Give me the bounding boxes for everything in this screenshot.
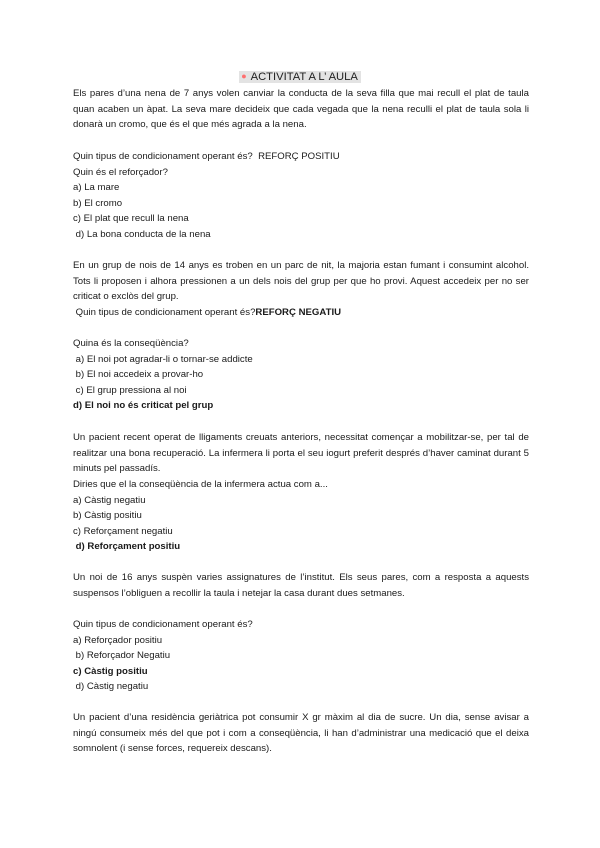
- option-d: d) El noi no és criticat pel grup: [73, 400, 214, 412]
- scenario-1-questions: [73, 149, 529, 243]
- option-d: d) Reforçament positiu: [73, 541, 181, 553]
- question-type: Quin tipus de condicionament operant és?REFORÇ NEGATIU: [73, 307, 342, 318]
- page-title: [0, 68, 600, 85]
- option-d: d) La bona conducta de la nena: [73, 228, 211, 240]
- option-a: a) La mare: [73, 182, 120, 194]
- scenario-4-text: Un noi de 16 anys suspèn varies assignatures de l’institut. Els seus pares, com a resposta a aquests suspensos l’obliguen a recollir la taula i netejar la casa durant dues setmanes.: [73, 572, 529, 599]
- option-c: c) El grup pressiona al noi: [73, 384, 187, 396]
- option-c: c) Càstig positiu: [73, 665, 148, 677]
- option-d: d) Càstig negatiu: [73, 681, 149, 693]
- title-text: ACTIVITAT A L’ AULA: [250, 71, 358, 83]
- scenario-2-text: En un grup de nois de 14 anys es troben en un parc de nit, la majoria estan fumant i consumint alcohol. Tots li proposen i alhora pressionen a un dels nois del grup per que ho provi. Aquest accedeix per no ser criticat o exclòs del grup.: [73, 260, 529, 303]
- question-reinforcer: Quin és el reforçador?: [73, 166, 168, 178]
- answer-type: REFORÇ NEGATIU: [255, 307, 342, 318]
- option-a: a) Reforçador positiu: [73, 634, 163, 646]
- option-b: b) Càstig positiu: [73, 510, 142, 522]
- question-type: Quin tipus de condicionament operant és?: [73, 619, 253, 630]
- option-c: c) Reforçament negatiu: [73, 525, 173, 537]
- option-b: b) El noi accedeix a provar-ho: [73, 369, 204, 381]
- bullet-icon: ●: [241, 71, 247, 81]
- option-a: a) Càstig negatiu: [73, 494, 146, 506]
- scenario-5-text: Un pacient d’una residència geriàtrica pot consumir X gr màxim al dia de sucre. Un dia, sense avisar a ningú consumeix més del que pot i com a conseqüència, li han d’administrar una medicació que el deixa somnolent (i sense forces, requereix descans).: [73, 712, 529, 755]
- scenario-3-questions: [73, 477, 529, 555]
- scenario-3-text: Un pacient recent operat de lligaments creuats anteriors, necessitat començar a mobilitzar-se, per tal de realitzar una bona recuperació. La infermera li porta el seu iogurt preferit després d’haver caminat durant 5 minuts pel passadís.: [73, 432, 529, 475]
- question-type: Quin tipus de condicionament operant és? REFORÇ POSITIU: [73, 151, 340, 162]
- question-consequence: Diries que el la conseqüència de la infermera actua com a...: [73, 479, 328, 490]
- option-b: b) Reforçador Negatiu: [73, 650, 171, 662]
- scenario-2-options: [73, 336, 529, 414]
- option-a: a) El noi pot agradar-li o tornar-se addicte: [73, 353, 253, 365]
- question-consequence: Quina és la conseqüència?: [73, 338, 189, 349]
- option-c: c) El plat que recull la nena: [73, 213, 189, 225]
- scenario-4-questions: [73, 617, 529, 695]
- scenario-2-questions: [73, 305, 529, 321]
- scenario-1-text: Els pares d’una nena de 7 anys volen canviar la conducta de la seva filla que mai recull el plat de taula quan acaben un àpat. La seva mare decideix que cada vegada que la nena reculli el plat de taula sola li donarà un cromo, que és el que més agrada a la nena.: [73, 88, 529, 131]
- option-b: b) El cromo: [73, 197, 123, 209]
- answer-type: REFORÇ POSITIU: [258, 151, 340, 162]
